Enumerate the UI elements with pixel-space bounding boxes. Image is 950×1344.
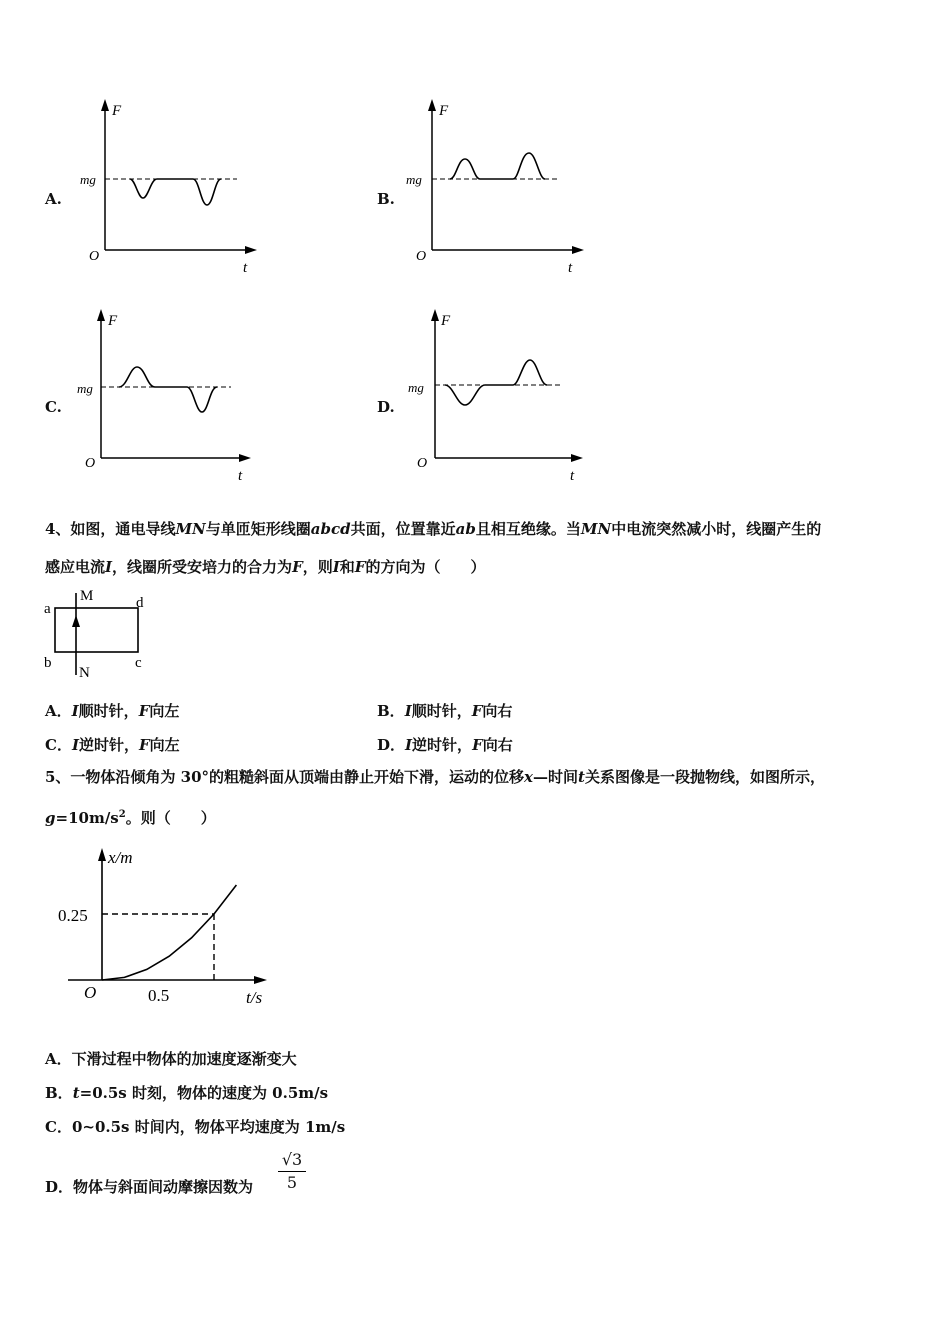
graph-d-origin: O: [417, 456, 428, 471]
coil-abcd: [55, 608, 138, 652]
q5-option-b[interactable]: B．t=0.5s 时刻，物体的速度为 0.5m/s: [45, 1084, 329, 1102]
label-m: M: [80, 588, 94, 604]
graph-d-y-label: F: [441, 313, 451, 329]
graph-b-x-label: t: [568, 260, 573, 276]
y-axis-label: x/m: [108, 848, 133, 867]
graph-b: [400, 95, 600, 280]
graph-a: [75, 95, 275, 280]
graph-b-y-label: F: [439, 103, 449, 119]
x-axis-label: t/s: [246, 988, 263, 1007]
q4-option-d[interactable]: D．I逆时针，F向右: [377, 736, 513, 754]
graph-c-mg: mg: [77, 381, 93, 396]
q5-line-2: $g=10m/s^2$。则（ ）: [45, 809, 216, 827]
q4-option-b[interactable]: B．I顺时针，F向右: [377, 702, 513, 720]
q4-coil-diagram: [40, 583, 160, 683]
option-b-letter: B.: [377, 190, 395, 208]
graph-a-mg: mg: [80, 172, 96, 187]
graph-a-origin: O: [89, 249, 100, 264]
q5-xt-graph: [50, 840, 280, 1015]
x-axis-arrow-icon: [254, 976, 267, 984]
x-tick-label: 0.5: [148, 986, 170, 1005]
origin-label: O: [84, 983, 97, 1002]
graph-d: [405, 305, 605, 490]
q4-option-a[interactable]: A．I顺时针，F向左: [45, 702, 180, 720]
q5-option-d[interactable]: D．物体与斜面间动摩擦因数为: [45, 1178, 254, 1196]
graph-a-x-label: t: [243, 260, 248, 276]
y-axis-arrow-icon: [98, 848, 106, 861]
graph-d-x-label: t: [570, 468, 575, 484]
label-d: d: [136, 595, 144, 611]
y-tick-label: 0.25: [58, 906, 88, 925]
option-a-letter: A.: [45, 190, 62, 208]
parabola-curve: [102, 885, 236, 980]
q4-line-1: 4、如图，通电导线MN与单匝矩形线圈abcd共面，位置靠近ab且相互绝缘。当MN中电流突然减小时，线圈产生的: [45, 520, 822, 538]
label-n: N: [79, 665, 90, 681]
graph-d-mg: mg: [408, 380, 424, 395]
q5-option-a[interactable]: A．下滑过程中物体的加速度逐渐变大: [45, 1050, 297, 1068]
q4-line-2: 感应电流I，线圈所受安培力的合力为F，则I和F的方向为（ ）: [45, 558, 486, 576]
graph-c: [75, 305, 275, 490]
option-c-letter: C.: [45, 398, 62, 416]
current-arrow-icon: [72, 615, 80, 627]
graph-c-y-label: F: [108, 313, 118, 329]
label-c: c: [135, 655, 142, 671]
q4-option-c[interactable]: C．I逆时针，F向左: [45, 736, 180, 754]
label-b: b: [44, 655, 52, 671]
graph-b-mg: mg: [406, 172, 422, 187]
label-a: a: [44, 601, 51, 617]
fraction-numerator: √3: [278, 1150, 306, 1172]
q5-line-1: 5、一物体沿倾角为 30°的粗糙斜面从顶端由静止开始下滑，运动的位移x—时间t关系图像是一段抛物线，如图所示，: [45, 768, 825, 786]
q5-option-d-fraction: [278, 1150, 306, 1192]
graph-a-y-label: F: [112, 103, 122, 119]
graph-c-origin: O: [85, 456, 96, 471]
q5-option-c[interactable]: C．0~0.5s 时间内，物体平均速度为 1m/s: [45, 1118, 346, 1136]
graph-b-origin: O: [416, 249, 427, 264]
fraction-denominator: 5: [286, 1173, 298, 1192]
option-d-letter: D.: [377, 398, 395, 416]
graph-c-x-label: t: [238, 468, 243, 484]
